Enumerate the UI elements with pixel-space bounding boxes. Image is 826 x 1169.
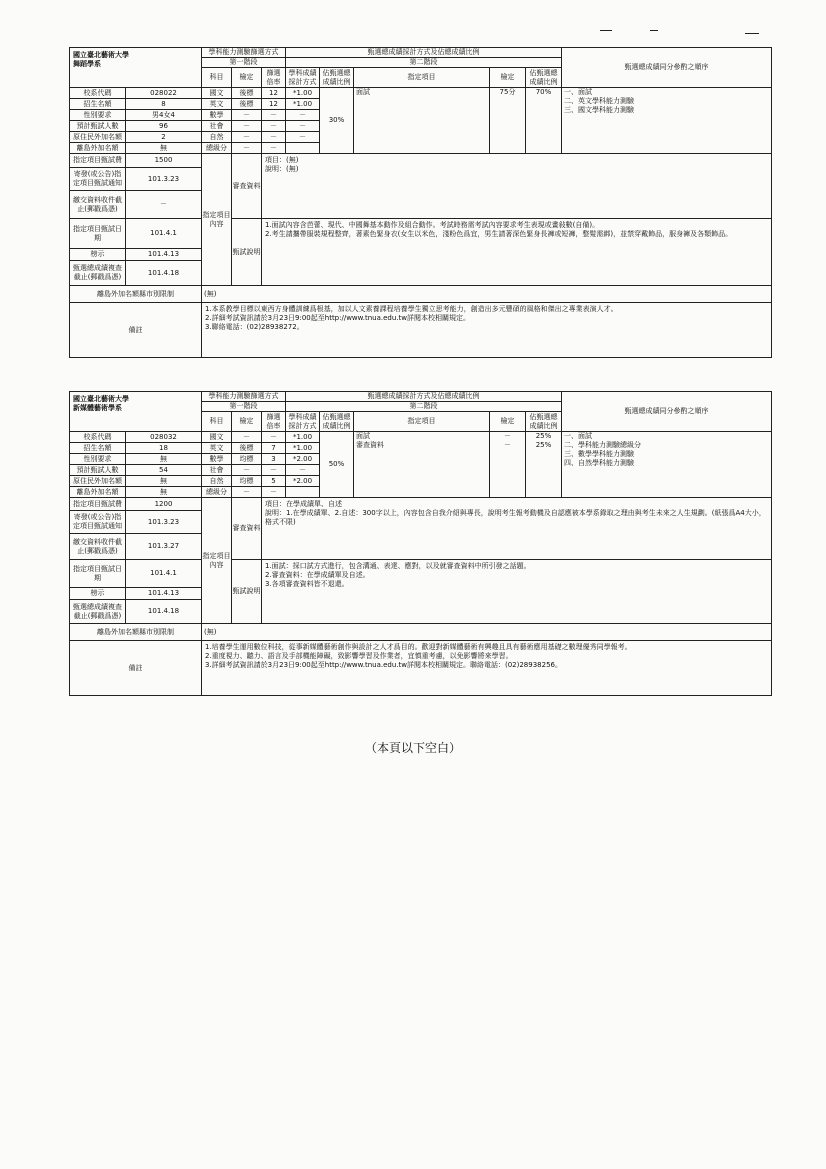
island-label: 離島外加名額縣市別限制: [70, 624, 202, 641]
subject-name: 國文: [202, 432, 232, 443]
blank-below-note: （本頁以下空白）: [364, 741, 461, 755]
info-value: 無: [126, 487, 202, 498]
subject-weight: －: [286, 132, 320, 143]
subject-name: 國文: [202, 88, 232, 99]
info-value: 2: [126, 132, 202, 143]
item-name: 面試: [354, 88, 490, 154]
item-ratio: 25%: [535, 432, 552, 440]
multiplier-header: 篩選倍率: [262, 412, 286, 432]
stage1-header: 第一階段: [202, 58, 286, 68]
subject-weight: －: [286, 110, 320, 121]
date-value: 101.4.18: [126, 261, 202, 286]
subject-check: 後標: [232, 443, 262, 454]
ability-ratio: 30%: [320, 88, 354, 154]
order-item: 三、國文學科能力測驗: [564, 106, 634, 114]
subject-name: 英文: [202, 99, 232, 110]
date-value: 101.4.13: [126, 588, 202, 600]
subject-check: －: [232, 121, 262, 132]
island-value: (無): [202, 624, 772, 641]
ability-ratio: 50%: [320, 432, 354, 498]
stage1-header: 第一階段: [202, 402, 286, 412]
school-name: 國立臺北藝術大學: [73, 395, 129, 403]
subject-weight: *1.00: [286, 88, 320, 99]
info-label: 離島外加名額: [70, 143, 126, 154]
check-header: 檢定: [490, 412, 526, 432]
ability-weight-header: 學科成績採計方式: [286, 68, 320, 88]
subject-check: －: [232, 143, 262, 154]
order-item: 一、面試: [564, 88, 592, 96]
subject-weight: [286, 143, 320, 154]
subject-weight: *2.00: [286, 476, 320, 487]
subject-mult: －: [262, 432, 286, 443]
info-value: 54: [126, 465, 202, 476]
check-header: 檢定: [490, 68, 526, 88]
subject-check: －: [232, 132, 262, 143]
school-dept-header: [70, 48, 202, 88]
order-item: 三、數學學科能力測驗: [564, 450, 634, 458]
review-text: 項目：(無) 說明：(無): [262, 154, 772, 219]
order-header: 甄選總成績同分參酌之順序: [562, 48, 772, 88]
subject-check: －: [232, 110, 262, 121]
date-label: 甄選總成績複查截止(郵戳爲憑): [70, 600, 126, 624]
scan-mark-top-2: [650, 30, 658, 31]
subject-name: 總級分: [202, 143, 232, 154]
info-label: 原住民外加名額: [70, 132, 126, 143]
order-item: 二、英文學科能力測驗: [564, 97, 634, 105]
date-label: 指定項目甄試日期: [70, 560, 126, 588]
info-label: 預計甄試人數: [70, 465, 126, 476]
subject-weight: *2.00: [286, 454, 320, 465]
review-text: 項目：在學成績單、自述 說明：1.在學成績單、2.自述：300字以上，內容包含自我介紹與專長，說明考生報考動機及自認應被本學系錄取之理由與考生未來之人生規劃。(紙張爲A4大小，格式不限): [262, 498, 772, 560]
stage2-header: 第二階段: [286, 402, 562, 412]
subject-mult: 12: [262, 99, 286, 110]
info-label: 原住民外加名額: [70, 476, 126, 487]
date-label: 榜示: [70, 249, 126, 261]
date-value: 101.3.23: [126, 511, 202, 534]
island-value: (無): [202, 286, 772, 303]
date-value: 101.3.27: [126, 534, 202, 560]
remarks-text: 1.本系教學目標以東西方身體訓練爲根基，加以人文素養課程培養學生獨立思考能力，創造出多元豐碩的風格和傑出之專業表演人才。 2.詳細考試資訊請於3月23日9:00起至http://www.tnua.edu.tw詳閱本校相關規定。 3.聯絡電話：(02)28938272。: [202, 303, 772, 358]
subject-mult: －: [262, 143, 286, 154]
exam-notes-text: 1.面試：採口試方式進行，包含溝通、表達、應對，以及就審查資料中所引發之話題。 2.審查資料：在學成績單及自述。 3.各項審查資料皆不退還。: [262, 560, 772, 624]
ability-weight-header: 學科成績採計方式: [286, 412, 320, 432]
remarks-text: 1.培養學生運用數位科技，從事新媒體藝術創作與設計之人才爲目的。歡迎對新媒體藝術有興趣且具有藝術應用基礎之數理優秀同學報考。 2.重度視力、聽力、語言及手部機能障礙，致影響學習及作業者，宜慎重考慮，以免影響將來學習。 3.詳細考試資訊請於3月23日9:00起至http://www.tnua.edu.tw詳閱本校相關規定。聯絡電話：(02)28938256。: [202, 641, 772, 696]
info-label: 預計甄試人數: [70, 121, 126, 132]
item-ratio-header: 佔甄選總成績比例: [526, 68, 562, 88]
subject-header: 科目: [202, 412, 232, 432]
subject-check: －: [232, 465, 262, 476]
subject-check: －: [232, 487, 262, 498]
date-label: 指定項目甄試費: [70, 498, 126, 511]
date-value: 101.4.13: [126, 249, 202, 261]
review-label: 審查資料: [232, 498, 262, 560]
subject-weight: －: [286, 465, 320, 476]
remarks-label: 備註: [70, 303, 202, 358]
scan-mark-top-3: [745, 33, 759, 34]
info-value: 男4女4: [126, 110, 202, 121]
subject-name: 自然: [202, 132, 232, 143]
info-label: 性別要求: [70, 454, 126, 465]
scan-mark-top: [600, 30, 612, 31]
subject-mult: －: [262, 121, 286, 132]
item-check: －: [504, 441, 511, 449]
order-list: [562, 88, 772, 154]
exam-notes-label: 甄試說明: [232, 219, 262, 286]
subject-name: 社會: [202, 465, 232, 476]
remarks-label: 備註: [70, 641, 202, 696]
item-check: 75分: [490, 88, 526, 154]
dance-department-table: [69, 47, 772, 358]
info-label: 離島外加名額: [70, 487, 126, 498]
exam-notes-label: 甄試說明: [232, 560, 262, 624]
subject-weight: *1.00: [286, 443, 320, 454]
date-value: 1200: [126, 498, 202, 511]
subject-weight: *1.00: [286, 99, 320, 110]
specified-content-label: 指定項目內容: [202, 154, 232, 286]
date-value: 101.4.1: [126, 219, 202, 249]
island-label: 離島外加名額縣市別限制: [70, 286, 202, 303]
ability-method-header: 學科能力測驗篩選方式: [202, 392, 286, 402]
item-names: [354, 432, 490, 498]
item-ratio: 70%: [526, 88, 562, 154]
info-value: 028032: [126, 432, 202, 443]
info-label: 招生名額: [70, 99, 126, 110]
info-value: 無: [126, 476, 202, 487]
item-check: －: [504, 432, 511, 440]
subject-name: 數學: [202, 110, 232, 121]
info-value: 028022: [126, 88, 202, 99]
subject-name: 數學: [202, 454, 232, 465]
subject-mult: 5: [262, 476, 286, 487]
threshold-header: 檢定: [232, 412, 262, 432]
date-value: 101.4.1: [126, 560, 202, 588]
date-label: 指定項目甄試日期: [70, 219, 126, 249]
date-value: －: [126, 191, 202, 219]
date-label: 繳交資料收件截止(郵戳爲憑): [70, 534, 126, 560]
subject-weight: [286, 487, 320, 498]
exam-notes-text: 1.面試內容含芭蕾、現代、中國舞基本動作及組合動作。考試時務需考試內容要求考生表現或畫敍數(自備)。 2.考生請攜帶服裝規程整齊，著素色緊身衣(女生以米色，淺粉色爲宜，男生請著深色緊身長褲或短褲，整髮需綁)，並禁穿戴飾品，服身褲及各類飾品。: [262, 219, 772, 286]
item-name: 審查資料: [356, 441, 384, 449]
item-ratio: 25%: [535, 441, 552, 449]
order-list: [562, 432, 772, 498]
item-name: 面試: [356, 432, 370, 440]
multiplier-header: 篩選倍率: [262, 68, 286, 88]
subject-mult: －: [262, 132, 286, 143]
school-dept-header: [70, 392, 202, 432]
new-media-department-table: [69, 391, 772, 696]
subject-weight: －: [286, 121, 320, 132]
subject-name: 總級分: [202, 487, 232, 498]
subject-check: 後標: [232, 88, 262, 99]
date-label: 榜示: [70, 588, 126, 600]
date-label: 指定項目甄試費: [70, 154, 126, 168]
date-label: 甄選總成績複查截止(郵戳爲憑): [70, 261, 126, 286]
date-label: 寄發(或公告)指定項目甄試通知: [70, 511, 126, 534]
order-item: 二、學科能力測驗總級分: [564, 441, 641, 449]
subject-header: 科目: [202, 68, 232, 88]
date-value: 1500: [126, 154, 202, 168]
ability-method-header: 學科能力測驗篩選方式: [202, 48, 286, 58]
specified-content-label: 指定項目內容: [202, 498, 232, 624]
ratio-header: 佔甄選總成績比例: [320, 412, 354, 432]
subject-check: －: [232, 432, 262, 443]
subject-mult: 3: [262, 454, 286, 465]
item-header: 指定項目: [354, 412, 490, 432]
department-name: 舞蹈學系: [73, 60, 101, 68]
subject-mult: 7: [262, 443, 286, 454]
stage2-header: 第二階段: [286, 58, 562, 68]
order-header: 甄選總成績同分參酌之順序: [562, 392, 772, 432]
item-checks: [490, 432, 526, 498]
info-label: 校系代碼: [70, 88, 126, 99]
subject-mult: －: [262, 110, 286, 121]
item-ratio-header: 佔甄選總成績比例: [526, 412, 562, 432]
subject-mult: 12: [262, 88, 286, 99]
order-item: 四、自然學科能力測驗: [564, 459, 634, 467]
item-ratios: [526, 432, 562, 498]
info-label: 校系代碼: [70, 432, 126, 443]
subject-mult: －: [262, 487, 286, 498]
date-value: 101.3.23: [126, 168, 202, 191]
order-item: 一、面試: [564, 432, 592, 440]
subject-mult: －: [262, 465, 286, 476]
info-value: 96: [126, 121, 202, 132]
subject-name: 英文: [202, 443, 232, 454]
score-method-header: 甄選總成績採計方式及佔總成績比例: [286, 48, 562, 58]
info-value: 無: [126, 454, 202, 465]
ratio-header: 佔甄選總成績比例: [320, 68, 354, 88]
subject-check: 均標: [232, 476, 262, 487]
department-name: 新媒體藝術學系: [73, 404, 122, 412]
date-label: 寄發(或公告)指定項目甄試通知: [70, 168, 126, 191]
date-label: 繳交資料收件截止(郵戳爲憑): [70, 191, 126, 219]
subject-name: 自然: [202, 476, 232, 487]
info-value: 18: [126, 443, 202, 454]
subject-check: 均標: [232, 454, 262, 465]
info-value: 無: [126, 143, 202, 154]
info-label: 招生名額: [70, 443, 126, 454]
subject-weight: *1.00: [286, 432, 320, 443]
info-label: 性別要求: [70, 110, 126, 121]
subject-name: 社會: [202, 121, 232, 132]
school-name: 國立臺北藝術大學: [73, 51, 129, 59]
score-method-header: 甄選總成績採計方式及佔總成績比例: [286, 392, 562, 402]
threshold-header: 檢定: [232, 68, 262, 88]
date-value: 101.4.18: [126, 600, 202, 624]
review-label: 審查資料: [232, 154, 262, 219]
info-value: 8: [126, 99, 202, 110]
item-header: 指定項目: [354, 68, 490, 88]
subject-check: 後標: [232, 99, 262, 110]
